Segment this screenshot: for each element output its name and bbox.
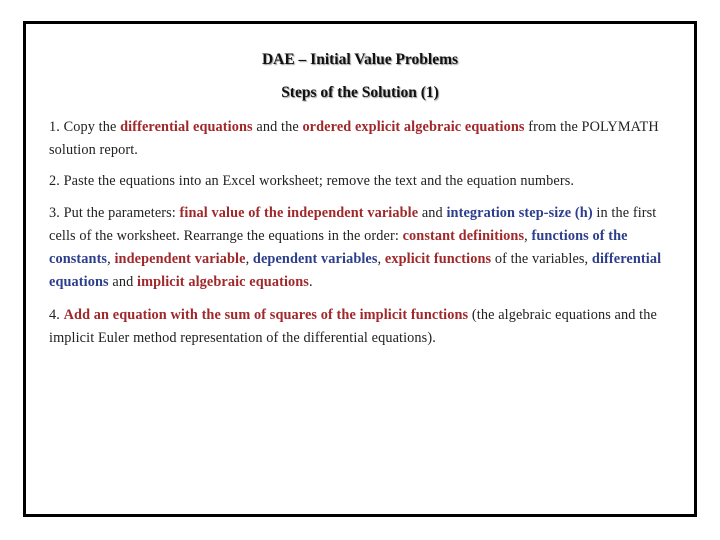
- slide-title: DAE – Initial Value Problems: [261, 51, 459, 68]
- highlight-ordered-explicit-equations: ordered explicit algebraic equations: [302, 119, 525, 135]
- slide-subtitle: Steps of the Solution (1): [281, 84, 439, 101]
- highlight-sum-of-squares: Add an equation with the sum of squares of the implicit functions: [63, 307, 469, 323]
- highlight-independent-variable: independent variable: [114, 251, 246, 267]
- step-1-paragraph: 1. Copy the differential equations and the ordered explicit algebraic equations from the POLYMATH solution report.: [49, 119, 659, 158]
- highlight-step-size: integration step-size (h): [446, 205, 593, 221]
- highlight-explicit-functions: explicit functions: [384, 251, 492, 267]
- highlight-dependent-variables: dependent variables: [252, 251, 378, 267]
- highlight-final-value: final value of the independent variable: [179, 205, 419, 221]
- highlight-functions-of-constants: functions of the constants: [49, 228, 628, 267]
- highlight-differential-equations-2: differential equations: [49, 251, 662, 290]
- step-4-paragraph: 4. Add an equation with the sum of squares of the implicit functions (the algebraic equations and the implicit Euler method representation of the differential equations).: [49, 307, 657, 346]
- step-2-paragraph: 2. Paste the equations into an Excel worksheet; remove the text and the equation numbers.: [49, 173, 575, 189]
- highlight-differential-equations: differential equations: [120, 119, 253, 135]
- step-3-paragraph: 3. Put the parameters: final value of the independent variable and integration step-size (h) in the first cells of the worksheet. Rearrange the equations in the order: constant definitions, functions of the constants, independent variable, dependent variables, explicit functions of the variables, differential equations and implicit algebraic equations.: [49, 205, 662, 290]
- highlight-constant-definitions: constant definitions: [402, 228, 525, 244]
- highlight-implicit-algebraic-equations: implicit algebraic equations: [137, 274, 309, 290]
- slide: [23, 21, 697, 517]
